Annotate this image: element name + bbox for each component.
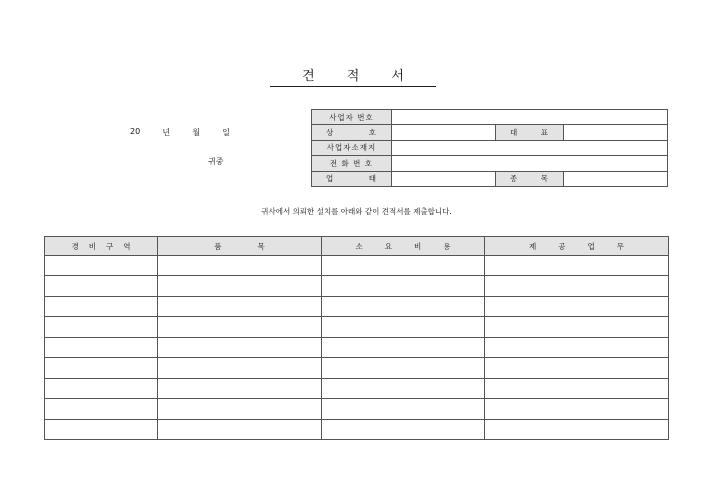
cell-cost-area[interactable] bbox=[45, 337, 158, 357]
cell-service[interactable] bbox=[485, 358, 669, 378]
cell-service[interactable] bbox=[485, 276, 669, 296]
cell-item[interactable] bbox=[158, 399, 322, 419]
date-year-unit: 년 bbox=[162, 128, 171, 137]
trade-name-value[interactable] bbox=[392, 125, 496, 140]
title-char: 견 bbox=[302, 68, 315, 84]
header-char: 소 bbox=[355, 241, 363, 251]
date-day-unit: 일 bbox=[222, 128, 230, 137]
header-char: 요 bbox=[384, 241, 392, 251]
representative-label: 대 표 bbox=[496, 125, 564, 140]
cell-service[interactable] bbox=[485, 296, 669, 316]
info-row-trade-name bbox=[312, 125, 668, 140]
addressee-label: 귀중 bbox=[208, 157, 224, 166]
date-line bbox=[130, 127, 230, 138]
header-char: 무 bbox=[616, 241, 624, 251]
table-row bbox=[45, 256, 669, 276]
cell-item[interactable] bbox=[158, 358, 322, 378]
business-item-value[interactable] bbox=[564, 171, 668, 186]
table-row bbox=[45, 399, 669, 419]
cell-service[interactable] bbox=[485, 317, 669, 337]
business-item-label: 종 목 bbox=[496, 171, 564, 186]
info-row-address bbox=[312, 140, 668, 155]
cell-required-cost[interactable] bbox=[322, 317, 485, 337]
cell-item[interactable] bbox=[158, 419, 322, 440]
business-number-label: 사업자 번호 bbox=[312, 110, 392, 125]
table-row bbox=[45, 378, 669, 398]
header-required-cost bbox=[322, 237, 485, 256]
cell-service[interactable] bbox=[485, 399, 669, 419]
document-title bbox=[270, 62, 436, 87]
cell-required-cost[interactable] bbox=[322, 256, 485, 276]
header-char: 역 bbox=[123, 241, 131, 251]
cell-item[interactable] bbox=[158, 256, 322, 276]
representative-value[interactable] bbox=[564, 125, 668, 140]
header-char: 구 bbox=[106, 241, 114, 251]
cell-required-cost[interactable] bbox=[322, 358, 485, 378]
header-char: 비 bbox=[414, 241, 422, 251]
table-row bbox=[45, 296, 669, 316]
info-row-business-type bbox=[312, 171, 668, 186]
cell-service[interactable] bbox=[485, 419, 669, 440]
cell-required-cost[interactable] bbox=[322, 378, 485, 398]
trade-name-label: 상 호 bbox=[312, 125, 392, 140]
address-value[interactable] bbox=[392, 140, 668, 155]
header-service bbox=[485, 237, 669, 256]
header-char: 용 bbox=[443, 241, 451, 251]
cell-required-cost[interactable] bbox=[322, 296, 485, 316]
date-year-prefix: 20 bbox=[130, 127, 141, 136]
info-row-phone bbox=[312, 156, 668, 171]
cell-required-cost[interactable] bbox=[322, 276, 485, 296]
business-number-value[interactable] bbox=[392, 110, 668, 125]
header-char: 비 bbox=[88, 241, 96, 251]
phone-label: 전 화 번 호 bbox=[312, 156, 392, 171]
address-label: 사업자소재지 bbox=[312, 140, 392, 155]
table-row bbox=[45, 317, 669, 337]
cell-cost-area[interactable] bbox=[45, 276, 158, 296]
supplier-info-table bbox=[311, 109, 668, 187]
header-char: 제 bbox=[529, 241, 537, 251]
cell-service[interactable] bbox=[485, 337, 669, 357]
header-char: 품 bbox=[214, 241, 222, 251]
cell-item[interactable] bbox=[158, 296, 322, 316]
table-row bbox=[45, 276, 669, 296]
header-cost-area bbox=[45, 237, 158, 256]
phone-value[interactable] bbox=[392, 156, 668, 171]
cell-service[interactable] bbox=[485, 378, 669, 398]
header-char: 목 bbox=[257, 241, 265, 251]
cell-cost-area[interactable] bbox=[45, 256, 158, 276]
cell-item[interactable] bbox=[158, 317, 322, 337]
business-type-label: 업 태 bbox=[312, 171, 392, 186]
estimate-header-row bbox=[45, 237, 669, 256]
cell-cost-area[interactable] bbox=[45, 378, 158, 398]
cell-item[interactable] bbox=[158, 337, 322, 357]
table-row bbox=[45, 358, 669, 378]
header-char: 업 bbox=[587, 241, 595, 251]
cell-required-cost[interactable] bbox=[322, 337, 485, 357]
cell-cost-area[interactable] bbox=[45, 399, 158, 419]
info-row-business-number bbox=[312, 110, 668, 125]
cell-cost-area[interactable] bbox=[45, 317, 158, 337]
date-month-unit: 월 bbox=[192, 128, 201, 137]
title-char: 적 bbox=[346, 68, 360, 84]
header-char: 공 bbox=[558, 241, 566, 251]
cell-item[interactable] bbox=[158, 378, 322, 398]
cell-service[interactable] bbox=[485, 256, 669, 276]
cell-required-cost[interactable] bbox=[322, 399, 485, 419]
cell-cost-area[interactable] bbox=[45, 358, 158, 378]
title-char: 서 bbox=[391, 68, 404, 84]
business-type-value[interactable] bbox=[392, 171, 496, 186]
table-row bbox=[45, 419, 669, 440]
intro-text: 귀사에서 의뢰한 설치를 아래와 같이 견적서를 제출합니다. bbox=[261, 207, 452, 216]
header-item bbox=[158, 237, 322, 256]
header-char: 경 bbox=[71, 241, 79, 251]
table-row bbox=[45, 337, 669, 357]
cell-required-cost[interactable] bbox=[322, 419, 485, 440]
cell-item[interactable] bbox=[158, 276, 322, 296]
cell-cost-area[interactable] bbox=[45, 296, 158, 316]
cell-cost-area[interactable] bbox=[45, 419, 158, 440]
estimate-table bbox=[44, 236, 669, 440]
